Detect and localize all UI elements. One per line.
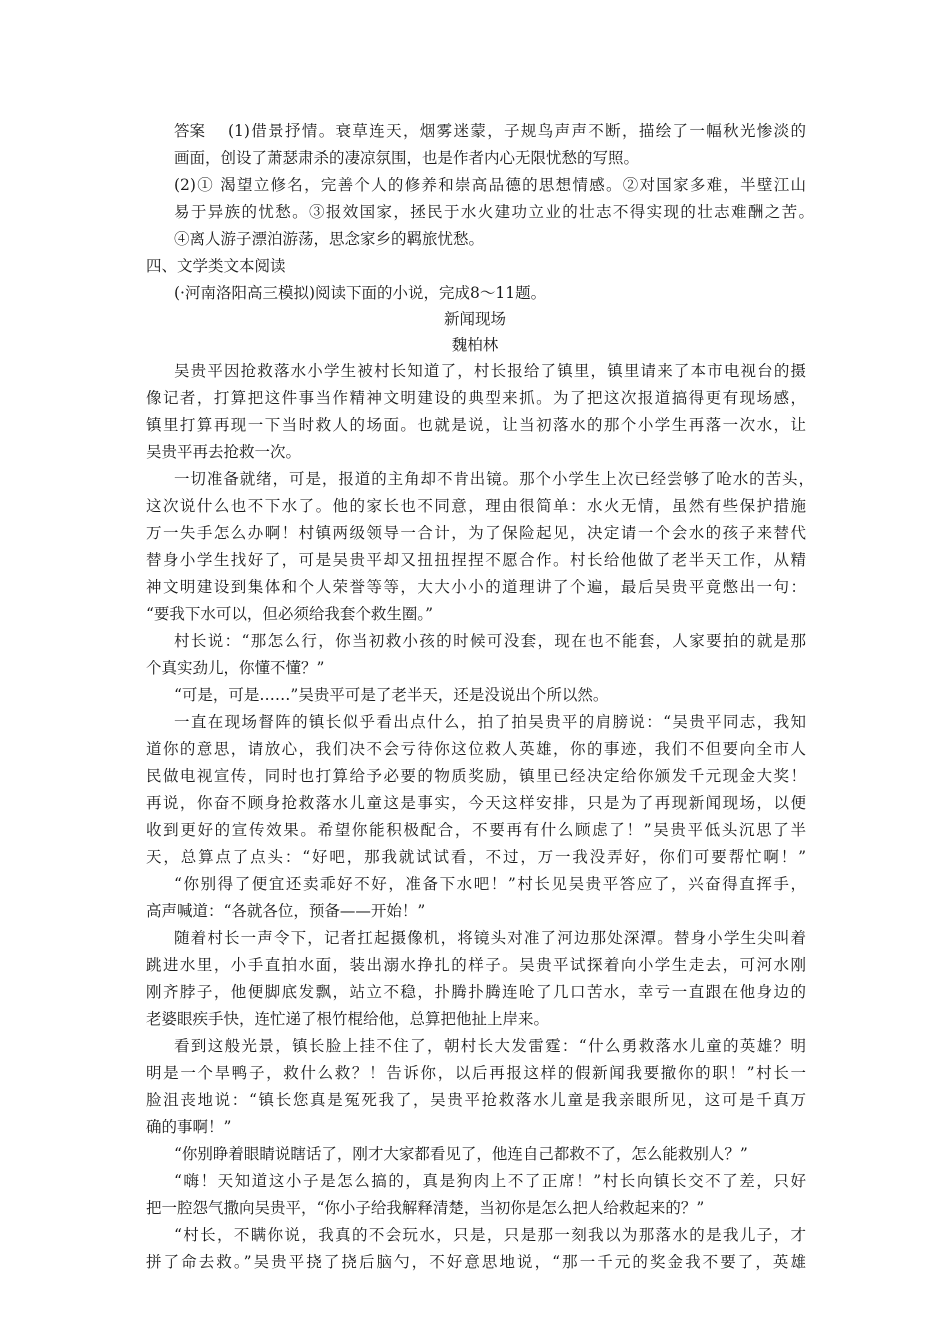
paragraph-line: 天，总算点了点头：“好吧，那我就试试看，不过，万一我没弄好，你们可要帮忙啊！”: [146, 848, 806, 866]
story-title: 新闻现场: [443, 310, 506, 328]
paragraph-line: 把一腔怨气撒向吴贵平，“你小子给我解释清楚，当初你是怎么把人给救起来的？”: [146, 1199, 705, 1217]
paragraph-line: “村长，不瞒你说，我真的不会玩水，只是，只是那一刻我以为那落水的是我儿子，才: [174, 1226, 806, 1244]
paragraph-line: 一切准备就绪，可是，报道的主角却不肯出镜。那个小学生上次已经尝够了呛水的苦头，: [174, 470, 814, 488]
paragraph-line: “你别得了便宜还卖乖好不好，准备下水吧！”村长见吴贵平答应了，兴奋得直挥手，: [174, 875, 806, 893]
paragraph-line: “要我下水可以，但必须给我套个救生圈。”: [146, 605, 434, 623]
paragraph-line: 民做电视宣传，同时也打算给予必要的物质奖励，镇里已经决定给你颁发千元现金大奖！: [146, 767, 806, 785]
paragraph-line: 吴贵平因抢救落水小学生被村长知道了，村长报给了镇里，镇里请来了本市电视台的摄: [174, 362, 806, 380]
paragraph-line: 这次说什么也不下水了。他的家长也不同意，理由很简单：水火无情，虽然有些保护措施: [146, 497, 806, 515]
paragraph-line: 替身小学生找好了，可是吴贵平却又扭扭捏捏不愿合作。村长给他做了老半天工作，从精: [146, 551, 806, 569]
paragraph-line: 吴贵平再去抢救一次。: [146, 443, 302, 461]
paragraph-line: 刚齐脖子，他便脚底发飘，站立不稳，扑腾扑腾连呛了几口苦水，幸亏一直跟在他身边的: [146, 983, 806, 1001]
paragraph-line: 镇里打算再现一下当时救人的场面。也就是说，让当初落水的那个小学生再落一次水，让: [146, 416, 806, 434]
paragraph-line: “你别睁着眼睛说瞎话了，刚才大家都看见了，他连自己都救不了，怎么能救别人？”: [174, 1145, 748, 1163]
paragraph-line: “可是，可是……”吴贵平可是了老半天，还是没说出个所以然。: [174, 686, 609, 704]
paragraph-line: 随着村长一声令下，记者扛起摄像机，将镜头对准了河边那处深潭。替身小学生尖叫着: [174, 929, 806, 947]
story-author: 魏柏林: [451, 336, 499, 354]
paragraph-line: 再说，你奋不顾身抢救落水儿童这是事实，今天这样安排，只是为了再现新闻现场，以便: [146, 794, 806, 812]
paragraph-line: 一直在现场督阵的镇长似乎看出点什么，拍了拍吴贵平的肩膀说：“吴贵平同志，我知: [174, 713, 806, 731]
paragraph-line: 确的事啊！”: [146, 1118, 232, 1136]
paragraph-line: 老婆眼疾手快，连忙递了根竹棍给他，总算把他扯上岸来。: [146, 1010, 550, 1028]
answer-line: 画面，创设了萧瑟肃杀的凄凉氛围，也是作者内心无限忧愁的写照。: [174, 149, 640, 167]
paragraph-line: 收到更好的宣传效果。希望你能积极配合，不要再有什么顾虑了！”吴贵平低头沉思了半: [146, 821, 806, 839]
answer-line: (2)① 渴望立修名，完善个人的修养和崇高品德的思想情感。②对国家多难，半壁江山: [174, 176, 806, 194]
paragraph-line: 拼了命去救。”吴贵平挠了挠后脑勺，不好意思地说，“那一千元的奖金我不要了，英雄: [146, 1253, 806, 1271]
paragraph-line: 高声喊道：“各就各位，预备——开始！”: [146, 902, 426, 920]
answer-line: 易于异族的忧愁。③报效国家，拯民于水火建功立业的壮志不得实现的壮志难酬之苦。: [174, 203, 814, 221]
answer-label: 答案: [174, 122, 206, 140]
paragraph-line: 脸沮丧地说：“镇长您真是冤死我了，吴贵平抢救落水儿童是我亲眼所见，这可是千真万: [146, 1091, 806, 1109]
section-instruction: (·河南洛阳高三模拟)阅读下面的小说，完成8～11题。: [174, 284, 547, 302]
paragraph-line: 村长说：“那怎么行，你当初救小孩的时候可没套，现在也不能套，人家要拍的就是那: [174, 632, 806, 650]
paragraph-line: 道你的意思，请放心，我们决不会亏待你这位救人英雄，你的事迹，我们不但要向全市人: [146, 740, 806, 758]
answer-line: ④离人游子漂泊游荡，思念家乡的羁旅忧愁。: [174, 230, 485, 248]
paragraph-line: 万一失手怎么办啊！村镇两级领导一合计，为了保险起见，决定请一个会水的孩子来替代: [146, 524, 806, 542]
paragraph-line: 看到这般光景，镇长脸上挂不住了，朝村长大发雷霆：“什么勇救落水儿童的英雄？明: [174, 1037, 806, 1055]
paragraph-line: 跳进水里，小手直拍水面，装出溺水挣扎的样子。吴贵平试探着向小学生走去，可河水刚: [146, 956, 806, 974]
paragraph-line: 神文明建设到集体和个人荣誉等等，大大小小的道理讲了个遍，最后吴贵平竟憋出一句：: [146, 578, 806, 596]
paragraph-line: 个真实劲儿，你懂不懂？”: [146, 659, 325, 677]
answer-line: (1)借景抒情。衰草连天，烟雾迷蒙，子规鸟声声不断，描绘了一幅秋光惨淡的: [228, 122, 806, 140]
paragraph-line: “嗨！天知道这小子是怎么搞的，真是狗肉上不了正席！”村长向镇长交不了差，只好: [174, 1172, 806, 1190]
paragraph-line: 像记者，打算把这件事当作精神文明建设的典型来抓。为了把这次报道搞得更有现场感，: [146, 389, 806, 407]
paragraph-line: 明是一个旱鸭子，救什么救？！告诉你，以后再报这样的假新闻我要撤你的职！”村长一: [146, 1064, 806, 1082]
section-heading: 四、文学类文本阅读: [146, 257, 286, 275]
